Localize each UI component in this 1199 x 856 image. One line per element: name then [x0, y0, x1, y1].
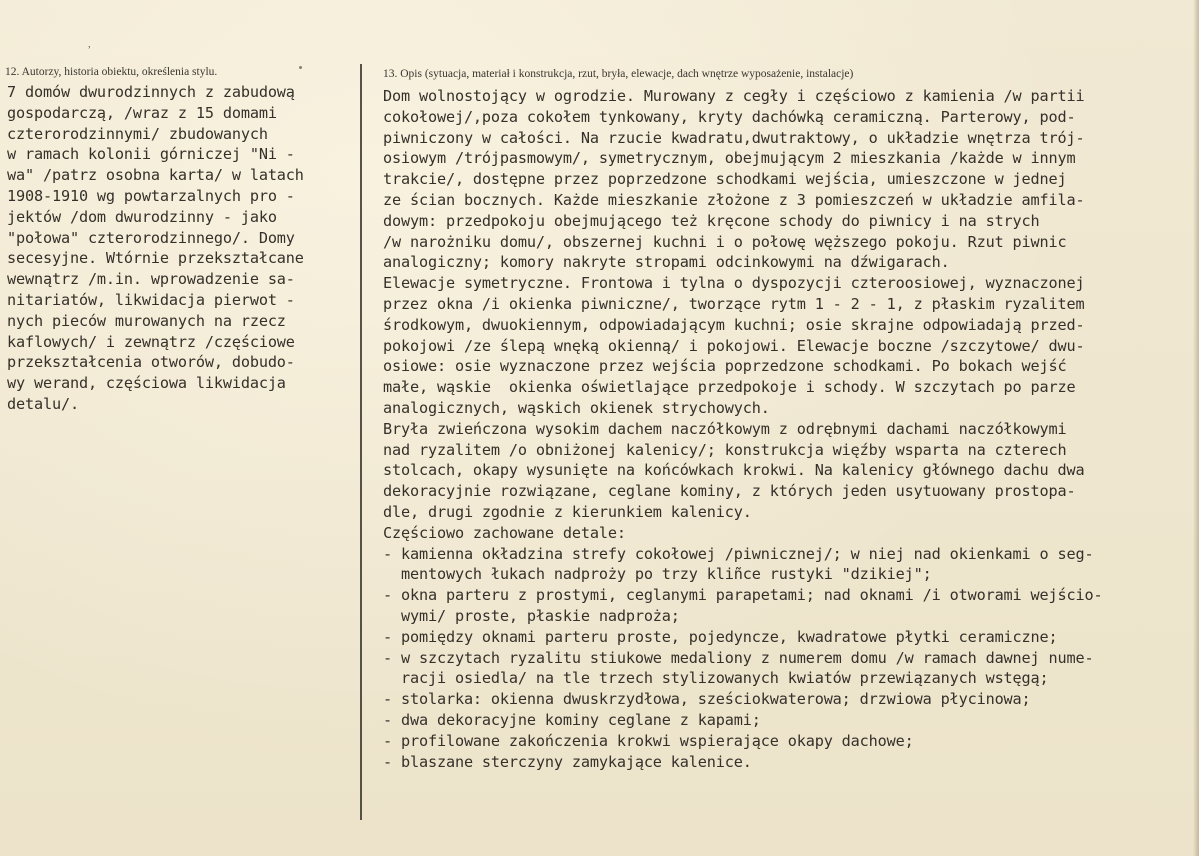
text-line: małe, wąskie okienka oświetlające przedpokoje i schody. W szczytach po parze: [383, 378, 1076, 397]
text-line: analogicznych, wąskich okienek strychowych.: [383, 398, 770, 417]
column-divider: [360, 64, 362, 820]
text-line: dekoracyjnie rozwiązane, ceglane kominy, z których jeden usytuowany prostopa-: [383, 482, 1076, 501]
text-line: przekształcenia otworów, dobudo-: [7, 353, 295, 372]
text-line: środkowym, dwuokiennym, odpowiadającym kuchni; osie skrajne odpowiadają przed-: [383, 315, 1085, 334]
text-line: /w narożniku domu/, obszernej kuchni i o połowę węższego pokoju. Rzut piwnic: [383, 232, 1067, 251]
top-mark: ,: [88, 38, 91, 50]
text-line: czterorodzinnymi/ zbudowanych: [7, 124, 268, 143]
page-edge-shadow: [1193, 0, 1199, 856]
text-line: wymi/ proste, płaskie nadproża;: [383, 606, 680, 625]
text-line: secesyjne. Wtórnie przekształcane: [7, 249, 304, 268]
text-line: - profilowane zakończenia krokwi wspierające okapy dachowe;: [383, 731, 914, 750]
text-line: - blaszane sterczyny zamykające kalenice.: [383, 752, 752, 771]
text-line: - okna parteru z prostymi, ceglanymi parapetami; nad oknami /i otworami wejścio-: [383, 586, 1103, 605]
text-line: kaflowych/ i zewnątrz /częściowe: [7, 332, 295, 351]
text-line: nad ryzalitem /o obniżonej kalenicy/; konstrukcja więźby wsparta na czterech: [383, 440, 1067, 459]
text-line: 7 domów dwurodzinnych z zabudową: [7, 83, 295, 101]
text-line: Dom wolnostojący w ogrodzie. Murowany z cegły i częściowo z kamienia /w partii: [383, 87, 1085, 105]
text-line: przez okna /i okienka piwniczne/, tworzące rytm 1 - 2 - 1, z płaskim ryzalitem: [383, 294, 1085, 313]
text-line: piwniczony w całości. Na rzucie kwadratu,dwutraktowy, o układzie wnętrza trój-: [383, 128, 1085, 147]
text-line: ze ścian bocznych. Każde mieszkanie złożone z 3 pomieszczeń w układzie amfila-: [383, 190, 1085, 209]
text-line: - w szczytach ryzalitu stiukowe medaliony z numerem domu /w ramach dawnej nume-: [383, 648, 1094, 667]
text-line: cokołowej/,poza cokołem tynkowany, kryty dachówką ceramiczną. Parterowy, pod-: [383, 107, 1076, 126]
text-line: wa" /patrz osobna karta/ w latach: [7, 166, 304, 185]
text-line: - pomiędzy oknami parteru proste, pojedyncze, kwadratowe płytki ceramiczne;: [383, 627, 1058, 646]
text-line: jektów /dom dwurodzinny - jako: [7, 207, 277, 226]
text-line: "połowa" czterorodzinnego/. Domy: [7, 228, 295, 247]
text-line: - dwa dekoracyjne kominy ceglane z kapami;: [383, 710, 761, 729]
text-line: wy werand, częściowa likwidacja: [7, 374, 286, 393]
text-line: - stolarka: okienna dwuskrzydłowa, sześciokwaterowa; drzwiowa płycinowa;: [383, 690, 1031, 709]
text-line: racji osiedla/ na tle trzech stylizowanych kwiatów przewiązanych wstęgą;: [383, 669, 1049, 688]
text-line: Bryła zwieńczona wysokim dachem naczółkowym z odrębnymi dachami naczółkowymi: [383, 419, 1067, 438]
text-line: pokojowi /ze ślepą wnęką okienną/ i pokojowi. Elewacje boczne /szczytowe/ dwu-: [383, 336, 1085, 355]
text-line: Częściowo zachowane detale:: [383, 523, 626, 542]
section-12-text: [7, 82, 304, 415]
text-line: nitariatów, likwidacja pierwot -: [7, 290, 295, 309]
text-line: gospodarczą, /wraz z 15 domami: [7, 103, 277, 122]
text-line: osiowe: osie wyznaczone przez wejścia poprzedzone schodkami. Po bokach wejść: [383, 357, 1067, 376]
ink-dot: [299, 66, 302, 69]
text-line: - kamienna okładzina strefy cokołowej /piwnicznej/; w niej nad okienkami o seg-: [383, 544, 1094, 563]
text-line: w ramach kolonii górniczej "Ni -: [7, 145, 295, 164]
text-line: dle, drugi zgodnie z kierunkiem kalenicy.: [383, 502, 752, 521]
section-13-header: 13. Opis (sytuacja, materiał i konstrukcja, rzut, bryła, elewacje, dach wnętrze wyposażenie, instalacje): [383, 68, 854, 80]
section-12-header: 12. Autorzy, historia obiektu, określenia stylu.: [5, 66, 218, 78]
text-line: mentowych łukach nadproży po trzy kliñce rustyki "dzikiej";: [383, 565, 932, 584]
section-13-text: [383, 86, 1103, 772]
text-line: wewnątrz /m.in. wprowadzenie sa-: [7, 270, 295, 289]
text-line: osiowym /trójpasmowym/, symetrycznym, obejmującym 2 mieszkania /każde w innym: [383, 149, 1076, 168]
text-line: trakcie/, dostępne przez poprzedzone schodkami wejścia, umieszczone w jednej: [383, 170, 1067, 189]
text-line: nych pieców murowanych na rzecz: [7, 311, 286, 330]
text-line: 1908-1910 wg powtarzalnych pro -: [7, 186, 295, 205]
text-line: stolcach, okapy wysunięte na końcówkach krokwi. Na kalenicy głównego dachu dwa: [383, 461, 1085, 480]
text-line: analogiczny; komory nakryte stropami odcinkowymi na dźwigarach.: [383, 253, 950, 272]
text-line: dowym: przedpokoju obejmującego też kręcone schody do piwnicy i na strych: [383, 211, 1040, 230]
text-line: Elewacje symetryczne. Frontowa i tylna o dyspozycji czteroosiowej, wyznaczonej: [383, 274, 1085, 293]
text-line: detalu/.: [7, 394, 79, 413]
